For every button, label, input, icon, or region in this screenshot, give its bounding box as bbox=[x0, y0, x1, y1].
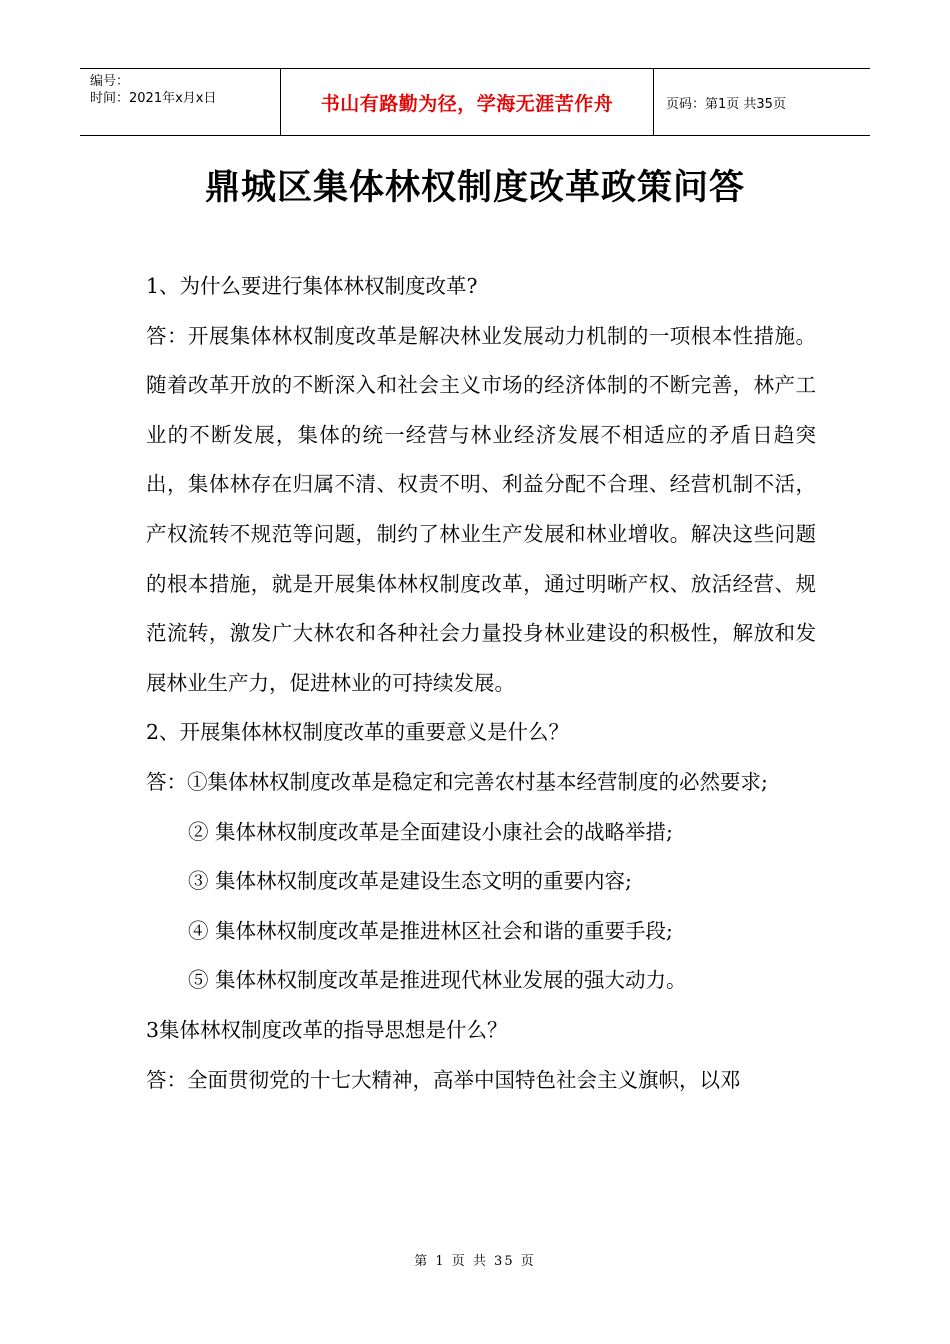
answer-2-item-5: ⑤ 集体林权制度改革是推进现代林业发展的强大动力。 bbox=[188, 968, 687, 993]
question-1: 1、为什么要进行集体林权制度改革? bbox=[146, 274, 478, 298]
answer-2-item-4: ④ 集体林权制度改革是推进林区社会和谐的重要手段; bbox=[188, 918, 673, 943]
page-title: 鼎城区集体林权制度改革政策问答 bbox=[204, 168, 745, 208]
document-body bbox=[146, 262, 816, 1105]
answer-3: 答：全面贯彻党的十七大精神，高举中国特色社会主义旗帜，以邓 bbox=[146, 1067, 741, 1092]
document-header bbox=[80, 68, 870, 136]
document-number-label: 编号： bbox=[90, 74, 130, 89]
question-3: 3集体林权制度改革的指导思想是什么？ bbox=[146, 1017, 508, 1042]
answer-1: 答：开展集体林权制度改革是解决林业发展动力机制的一项根本性措施。随着改革开放的不断深入和社会主义市场的经济体制的不断完善，林产工业的不断发展，集体的统一经营与林业经济发展不相适应的矛盾日趋突出，集体林存在归属不清、权责不明、利益分配不合理、经营机制不活，产权流转不规范等问题，制约了林业生产发展和林业增收。解决这些问题的根本措施，就是开展集体林权制度改革，通过明晰产权、放活经营、规范流转，激发广大林农和各种社会力量投身林业建设的积极性，解放和发展林业生产力，促进林业的可持续发展。 bbox=[146, 323, 816, 695]
document-time-label: 时间：2021年x月x日 bbox=[90, 91, 217, 106]
header-meta-cell bbox=[80, 69, 281, 135]
answer-2-item-2: ② 集体林权制度改革是全面建设小康社会的战略举措; bbox=[188, 819, 673, 844]
page-footer: 第 1 页 共 35 页 bbox=[414, 1254, 536, 1269]
header-page-info: 页码：第1页 共35页 bbox=[666, 96, 786, 112]
header-motto: 书山有路勤为径，学海无涯苦作舟 bbox=[281, 69, 654, 135]
answer-2-item-1: 答：①集体林权制度改革是稳定和完善农村基本经营制度的必然要求; bbox=[146, 769, 768, 794]
answer-2-item-3: ③ 集体林权制度改革是建设生态文明的重要内容; bbox=[188, 869, 632, 894]
question-2: 2、开展集体林权制度改革的重要意义是什么？ bbox=[146, 720, 570, 745]
